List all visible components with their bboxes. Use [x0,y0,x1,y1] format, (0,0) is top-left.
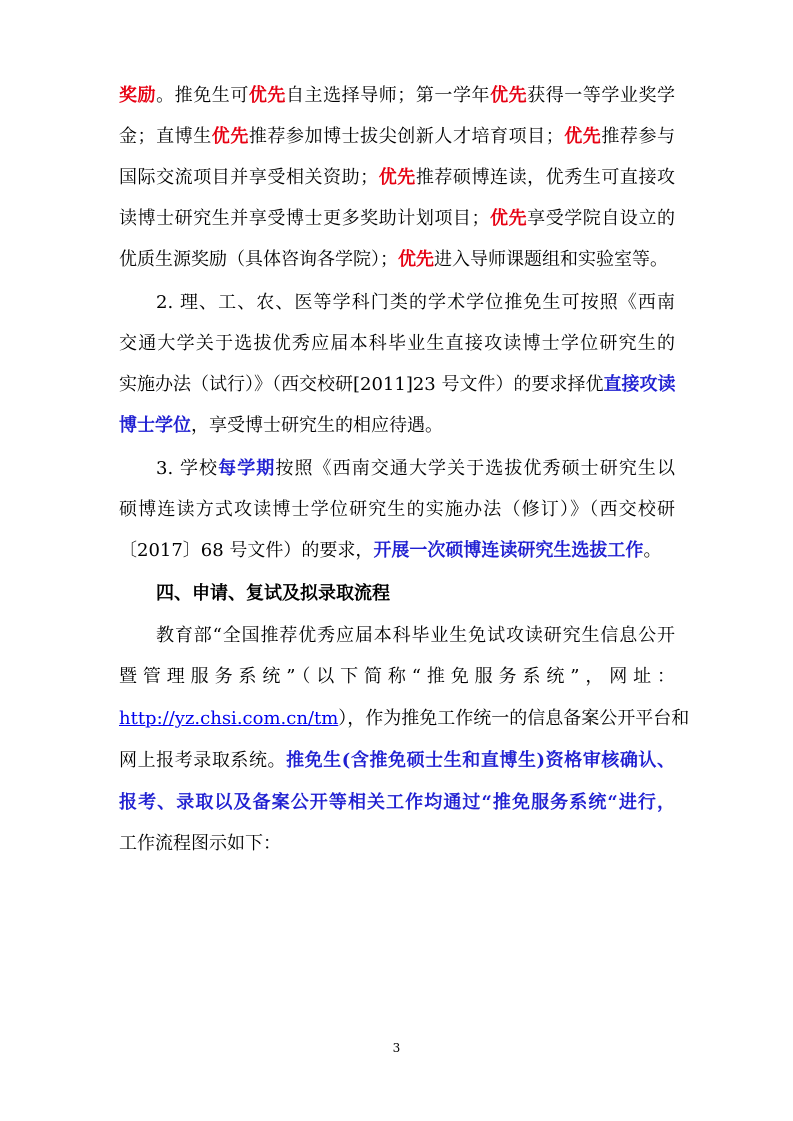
text-line: 交通大学关于选拔优秀应届本科毕业生直接攻读博士学位研究生的 [119,333,675,354]
highlight-red: 优先 [378,167,416,188]
highlight-blue: 报考、录取以及备案公开等相关工作均通过“推免服务系统“进行， [119,792,675,813]
highlight-red: 优先 [563,126,602,147]
text-line: 暨管理服务系统”（以下简称“推免服务系统”，网址： [119,666,675,687]
text-line: 2. 理、工、农、医等学科门类的学术学位推免生可按照《西南 [156,292,675,313]
text-line: 博士学位，享受博士研究生的相应待遇。 [119,415,443,436]
text-line: 网上报考录取系统。推免生(含推免硕士生和直博生)资格审核确认、 [119,750,676,771]
highlight-blue: 推免生(含推免硕士生和直博生)资格审核确认、 [286,750,676,771]
highlight-red: 优先 [489,208,528,229]
text-line: 奖励。推免生可优先自主选择导师；第一学年优先获得一等学业奖学 [119,85,676,106]
text-line: 3. 学校每学期按照《西南交通大学关于选拔优秀硕士研究生以 [156,458,675,479]
system-url-link[interactable]: http://yz.chsi.com.cn/tm [119,708,339,729]
text-line: 国际交流项目并享受相关资助；优先推荐硕博连读，优秀生可直接攻 [119,167,675,188]
text-line: 〔2017〕68 号文件）的要求，开展一次硕博连读研究生选拔工作。 [119,540,662,561]
highlight-red: 奖励 [119,85,157,106]
highlight-red: 优先 [248,85,286,106]
text-line: 硕博连读方式攻读博士学位研究生的实施办法（修订）》（西交校研 [119,499,675,520]
highlight-blue: 每学期 [218,458,276,479]
text-line: 读博士研究生并享受博士更多奖助计划项目；优先享受学院自设立的 [119,208,676,229]
text-line: http://yz.chsi.com.cn/tm），作为推免工作统一的信息备案公开平台和 [119,708,690,729]
highlight-red: 优先 [490,85,528,106]
text-line: 优质生源奖励（具体咨询各学院）；优先进入导师课题组和实验室等。 [119,249,668,270]
text-line [119,787,675,819]
text-line: 实施办法（试行）》（西交校研[2011]23 号文件）的要求择优直接攻读 [119,374,676,395]
text-line: 教育部“全国推荐优秀应届本科毕业生免试攻读研究生信息公开 [156,625,675,646]
text-line: 金；直博生优先推荐参加博士拔尖创新人才培育项目；优先推荐参与 [119,126,676,147]
highlight-red: 优先 [398,249,434,270]
highlight-blue: 开展一次硕博连读研究生选拔工作 [373,540,644,561]
page-number: 3 [392,1041,401,1055]
text-line: 工作流程图示如下： [119,833,281,854]
highlight-blue: 直接攻读 [603,374,676,395]
highlight-blue: 博士学位 [119,415,191,436]
highlight-red: 优先 [211,126,249,147]
section-heading: 四、申请、复试及拟录取流程 [156,583,390,604]
